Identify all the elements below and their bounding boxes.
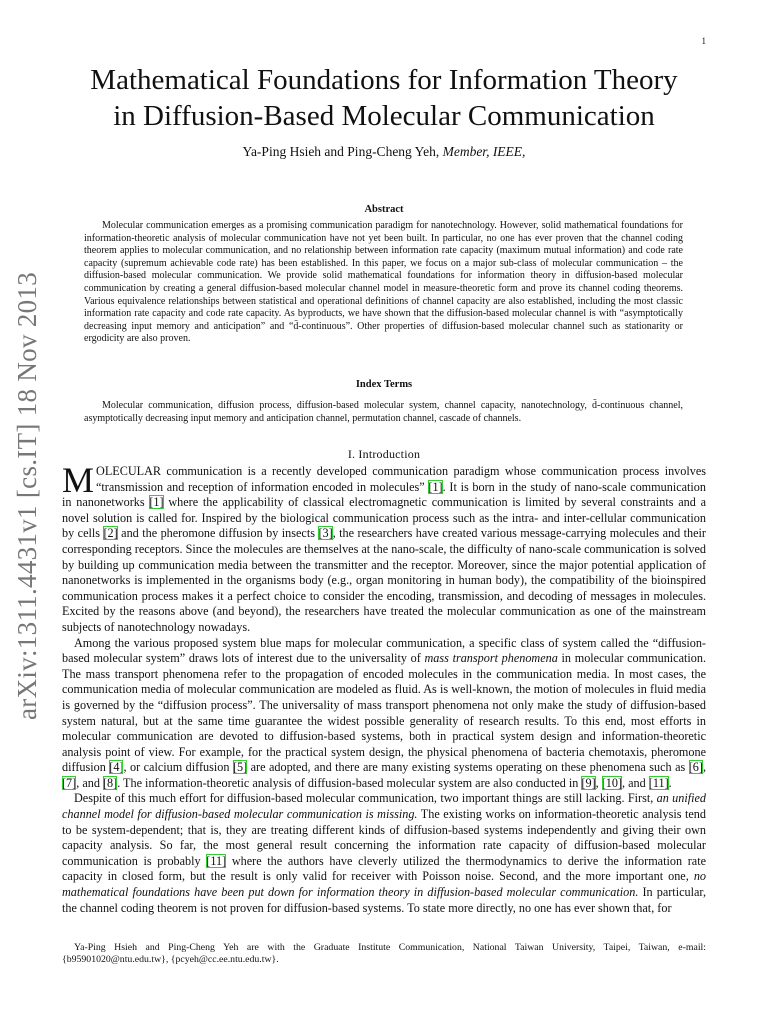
paper-title [0,62,768,134]
text-run: and the pheromone diffusion by insects [117,526,319,541]
abstract-text: Molecular communication emerges as a promising communication paradigm for nanotechnology. However, solid mathematical foundations for information-theoretic analysis of molecular communication have not yet been built. In particular, no one has ever proven that the channel coding theorem applies to molecular communication, and no relationship between information rate capacity (maximum mutual information) and code rate capacity (supremum achievable code rate) has been established. In this paper, we focus on a major sub-class of molecular communication – the diffusion-based molecular communication. We provide solid mathematical foundations for information theory in diffusion-based molecular communication by creating a general diffusion-based molecular channel model in measure-theoretic form and prove its channel coding theorems. Various equivalence relationships between statistical and operational definitions of channel capacity are also established, including the most classic information rate capacity and code rate capacity. As byproducts, we have shown that the diffusion-based molecular channel is with “asymptotically decreasing input memory and anticipation” and “d̄-continuous”. Other properties of diffusion-based molecular channel such as stationarity or ergodicity are also proven. [84,220,683,345]
paragraph-3 [62,791,706,916]
title-line-1: Mathematical Foundations for Information Theory [90,64,678,96]
author-names: Ya-Ping Hsieh and Ping-Cheng Yeh, [242,144,440,159]
footnote: Ya-Ping Hsieh and Ping-Cheng Yeh are with the Graduate Institute Communication, National Taiwan University, Taipei, Taiwan, e-mail: {b95901020@ntu.edu.tw}, {pcyeh@cc.ee.ntu.edu.tw}. [62,942,706,965]
citation-link[interactable]: [7] [62,775,77,790]
text-run: , [595,775,602,790]
text-run: , [702,760,707,775]
citation-link[interactable]: [3] [318,526,333,541]
text-run: . [668,775,672,790]
text-run: In particular, the channel coding theorem is not proven for diffusion-based systems. To state more directly, no one has ever shown that, for [62,885,706,915]
drop-cap: M [62,460,95,500]
introduction-body [62,460,707,916]
text-run: , and [76,775,103,790]
citation-link[interactable]: [5] [232,760,248,775]
author-membership: Member, IEEE, [442,144,526,159]
text-run: . The information-theoretic analysis of diffusion-based molecular system are also conducted in [117,775,582,790]
index-terms-text: Molecular communication, diffusion process, diffusion-based molecular system, channel capacity, nanotechnology, d̄-continuous channel, asymptotically decreasing input memory and anticipation channel, permutation channel, cascade of channels. [84,400,683,424]
citation-link[interactable]: [2] [103,526,118,541]
text-run: Among the various proposed system blue maps for molecular communication, a specific class of system called the “diffusion-based molecular system” draws lots of interest due to the universality of [62,635,706,666]
citation-link[interactable]: [9] [581,775,596,790]
text-run: OLECULAR communication is a recently developed communication paradigm whose communication process involves “transmission and reception of information encoded in molecules” [96,464,706,494]
title-line-2: in Diffusion-Based Molecular Communication [113,100,655,132]
text-run: , and [622,775,649,790]
abstract-heading: Abstract [364,204,404,215]
arxiv-stamp: arXiv:1311.4431v1 [cs.IT] 18 Nov 2013 [12,271,42,720]
text-run: , the researchers have created various message-carrying molecules and their corresponding receptors. Since the molecules are themselves at the nano-scale, the difficulty of nano-scale communication is solved by building up communication media between the transmitter and the receptor. Moreover, since the major potential application of nanonetworks is implemented in the organisms body (e.g., organ monitoring in human body), the compatibility of the bioinspired communication process makes it a perfect choice to consider the encoding, transmission, and decoding of messages in molecules. Excited by the reasons above (and beyond), the researchers have treated the molecular communication as one of the mainstream subjects of nanotechnology nowadays. [62,526,706,634]
citation-link[interactable]: [11] [648,775,669,790]
emphasis: mass transport phenomena [424,651,558,666]
index-terms-heading: Index Terms [355,379,413,390]
paragraph-2 [62,636,706,792]
citation-link[interactable]: [10] [601,775,623,790]
emphasis: no mathematical foundations have been put down for information theory in diffusion-based molecular communication. [62,869,706,900]
citation-link[interactable]: [11] [206,853,227,868]
citation-link[interactable]: [6] [688,760,703,775]
page-number: 1 [701,36,706,46]
text-run: are adopted, and there are many existing systems operating on these phenomena such as [247,760,689,775]
text-run: The existing works on information-theoretic analysis tend to be system-dependent; that is, they are treating different kinds of diffusion-based systems independently and giving their own capacity analysis. So far, the most general result concerning the information rate capacity of diffusion-based molecular communication is probably [62,807,706,868]
text-run: . It is born in the study of nano-scale communication in nanonetworks [62,479,706,510]
text-run: , or calcium diffusion [123,760,233,775]
citation-link[interactable]: [8] [102,775,118,790]
citation-link[interactable]: [1] [149,495,164,510]
citation-link[interactable]: [4] [109,760,124,775]
paragraph-1 [62,460,707,636]
citation-link[interactable]: [1] [428,479,443,494]
section-heading: I. Introduction [347,447,421,461]
emphasis: an unified channel model for diffusion-based molecular communication is missing. [62,791,706,822]
text-run: Despite of this much effort for diffusion-based molecular communication, two important things are still lacking. First, [74,791,657,806]
text-run: where the authors have cleverly utilized the thermodynamics to derive the information rate capacity in closed form, but the result is only valid for receiver with Poisson noise. Second, and the more important one, [62,853,706,884]
text-run: where the applicability of classical electromagnetic communication is limited by several constraints and a novel solution is called for. Inspired by the biological communication process such as the intra- and inter-cellular communication by cells [62,495,707,541]
authors [0,144,768,160]
text-run: in molecular communication. The mass transport phenomena refer to the propagation of encoded molecules in the communication media. In most cases, the communication media of molecular communication are modeled as fluid. As is well-known, the motion of molecules in fluid media is governed by the “diffusion process”. The universality of mass transport phenomena not only make the study of diffusion-based system natural, but at the same time guarantee the widest possible generality of research results. To this end, most efforts in molecular communication are devoted to diffusion-based systems, both in practical system design and information-theoretic analysis point of view. For example, for the practical system design, the physical phenomena of bacteria chemotaxis, pheromone diffusion [62,651,706,775]
